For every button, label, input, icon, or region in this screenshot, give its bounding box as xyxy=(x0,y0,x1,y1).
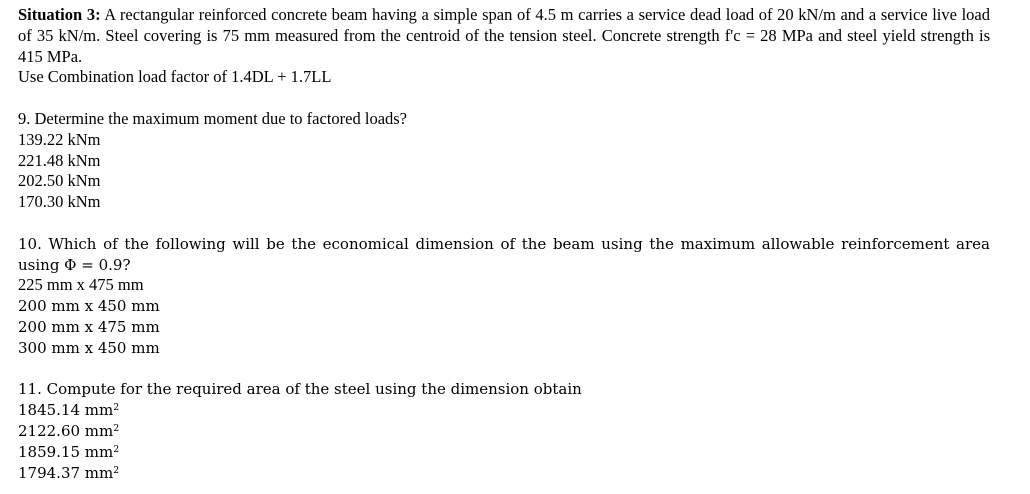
question-11-choice-4-value: 1794.37 mm xyxy=(18,463,114,482)
question-10 xyxy=(18,234,990,359)
question-11-choice-2 xyxy=(18,421,990,442)
unit-superscript: 2 xyxy=(113,464,120,476)
question-11-choice-4 xyxy=(18,463,990,484)
question-11 xyxy=(18,379,990,483)
question-9 xyxy=(18,109,990,213)
question-9-choice-1: 139.22 kNm xyxy=(18,129,101,149)
question-10-choice-3: 200 mm x 475 mm xyxy=(18,317,160,336)
question-11-text: 11. Compute for the required area of the steel using the dimension obtain xyxy=(18,380,582,399)
question-11-choice-1-value: 1845.14 mm xyxy=(18,401,114,420)
unit-superscript: 2 xyxy=(113,422,120,434)
situation-text: A rectangular reinforced concrete beam having a simple span of 4.5 m carries a service dead load of 20 kN/m and a service live load of 35 kN/m. Steel covering is 75 mm measured from the centroid of the tension steel. Concrete strength f'c = 28 MPa and steel yield strength is 415 MPa. xyxy=(18,5,990,66)
unit-superscript: 2 xyxy=(113,402,120,414)
situation-label: Situation 3: xyxy=(18,5,101,24)
question-9-choice-3: 202.50 kNm xyxy=(18,171,101,191)
question-11-choice-2-value: 2122.60 mm xyxy=(18,421,114,440)
question-9-text: 9. Determine the maximum moment due to factored loads? xyxy=(18,108,408,128)
unit-superscript: 2 xyxy=(113,443,120,455)
question-11-choice-1 xyxy=(18,400,990,421)
question-10-choice-2: 200 mm x 450 mm xyxy=(18,297,160,316)
load-combination-text: Use Combination load factor of 1.4DL + 1.7LL xyxy=(18,67,332,87)
question-10-choice-4: 300 mm x 450 mm xyxy=(18,338,160,357)
question-11-choice-3 xyxy=(18,442,990,463)
document-page xyxy=(18,5,990,483)
situation-paragraph xyxy=(18,5,990,67)
question-11-choice-3-value: 1859.15 mm xyxy=(18,442,114,461)
question-10-text: 10. Which of the following will be the economical dimension of the beam using the maximum allowable reinforcement area using Φ = 0.9? xyxy=(18,234,990,274)
question-9-choice-2: 221.48 kNm xyxy=(18,150,101,170)
question-9-choice-4: 170.30 kNm xyxy=(18,192,101,212)
question-10-choice-1: 225 mm x 475 mm xyxy=(18,275,144,295)
